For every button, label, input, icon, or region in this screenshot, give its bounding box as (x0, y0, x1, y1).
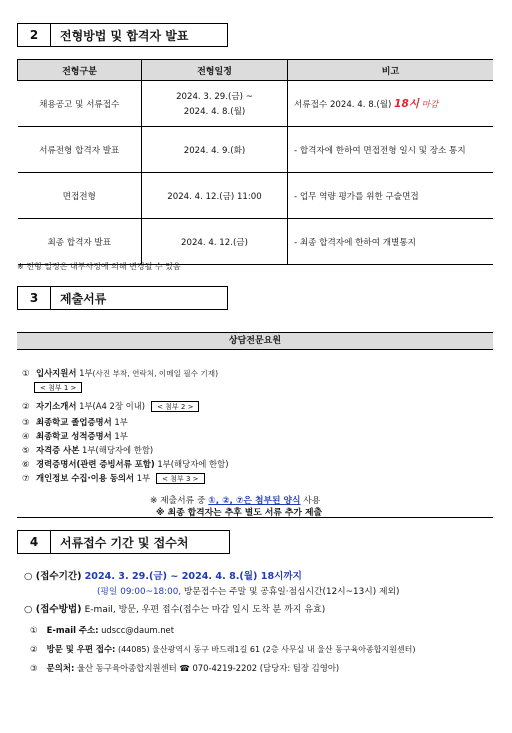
cell-type: 서류전형 합격자 발표 (18, 127, 142, 173)
item-number: ① (30, 625, 38, 635)
cell-date (142, 81, 288, 127)
contact-item (30, 643, 416, 655)
table-header-row (18, 60, 494, 81)
document-item (22, 444, 153, 456)
attachment-row (34, 382, 82, 393)
schedule-table (17, 59, 493, 265)
cell-type: 최종 합격자 발표 (18, 219, 142, 265)
period-sub-line (97, 584, 399, 597)
method-line (24, 601, 325, 615)
doc-name: 경력증명서(관련 증빙서류 포함) (36, 459, 155, 469)
notice-prefix: ※ 제출서류 중 (150, 496, 209, 506)
cell-note: - 최종 합격자에 한하여 개별통지 (288, 219, 494, 265)
contact-item (30, 624, 174, 636)
period-hours: (평일 09:00~18:00, (97, 587, 182, 597)
section-4-header (17, 530, 230, 554)
table-row (18, 173, 494, 219)
cell-note (288, 81, 494, 127)
doc-number: ⑦ (22, 473, 30, 483)
doc-number: ③ (22, 417, 30, 427)
note-highlight: 18시 (394, 98, 419, 110)
note-tail: 마감 (421, 100, 439, 110)
doc-name: 자기소개서 (36, 401, 77, 411)
doc-count: 1부 (114, 431, 128, 441)
period-label: ○ (접수기간) (24, 571, 82, 582)
item-label: 방문 및 우편 접수: (46, 644, 116, 654)
doc-count: 1부(A4 2장 이내) (79, 401, 146, 411)
doc-number: ④ (22, 431, 30, 441)
contact-item (30, 662, 339, 674)
item-value: (44085) 울산광역시 동구 바드래1길 61 (2층 사무실 내 울산 동구육아종합지원센터) (115, 645, 416, 654)
doc-detail: (사진 부착, 연락처, 이메일 필수 기재) (92, 368, 219, 378)
cell-type: 채용공고 및 서류접수 (18, 81, 142, 127)
section-2-header (17, 23, 228, 47)
doc-number: ⑥ (22, 459, 30, 469)
doc-count: 1부 (114, 417, 128, 427)
schedule-footnote: ※ 전형 일정은 내부사정에 의해 변경될 수 있음 (17, 262, 181, 271)
item-number: ② (30, 644, 38, 654)
document-item (22, 472, 205, 484)
doc-name: 최종학교 졸업증명서 (36, 417, 112, 427)
table-row (18, 219, 494, 265)
doc-count: 1부(해당자에 한함) (82, 445, 154, 455)
section-title: 서류접수 기간 및 접수처 (51, 530, 230, 554)
item-value: 울산 동구육아종합지원센터 ☎ 070-4219-2202 (담당자: 팀장 김영아) (74, 663, 340, 673)
cell-date: 2024. 4. 9.(화) (142, 127, 288, 173)
section-3-header (17, 286, 228, 310)
doc-number: ⑤ (22, 445, 30, 455)
document-item (22, 400, 199, 412)
method-label: ○ (접수방법) (24, 604, 82, 615)
section-number: 2 (17, 23, 51, 47)
doc-name: 개인정보 수집·이용 동의서 (36, 473, 135, 483)
document-item (22, 430, 128, 442)
notice-highlight: ①, ②, ⑦은 첨부된 양식 (208, 496, 301, 506)
attachment-tag: < 첨부 3 > (156, 473, 204, 484)
doc-name: 최종학교 성적증명서 (36, 431, 112, 441)
documents-table-header: 상담전문요원 (17, 332, 493, 350)
column-header: 전형구분 (18, 60, 142, 81)
column-header: 비고 (288, 60, 494, 81)
method-value: E-mail, 방문, 우편 접수(접수는 마감 일시 도착 분 까지 유효) (84, 605, 326, 615)
attachment-tag: < 첨부 2 > (151, 401, 199, 412)
item-value: udscc@daum.net (98, 625, 174, 635)
document-item (22, 458, 229, 470)
column-header: 전형일정 (142, 60, 288, 81)
item-number: ③ (30, 663, 38, 673)
period-exclusion: 방문접수는 주말 및 공휴일·점심시간(12시~13시) 제외) (181, 587, 400, 597)
document-item (22, 367, 218, 379)
cell-note: - 합격자에 한하여 면접전형 일시 및 장소 통지 (288, 127, 494, 173)
note-text: 서류접수 2024. 4. 8.(월) (294, 100, 392, 110)
item-label: E-mail 주소: (46, 625, 99, 635)
cell-type: 면접전형 (18, 173, 142, 219)
doc-number: ① (22, 368, 30, 378)
date-line: 2024. 4. 8.(월) (183, 107, 246, 117)
date-line: 2024. 3. 29.(금) ~ (176, 92, 253, 102)
section-number: 4 (17, 530, 51, 554)
doc-number: ② (22, 401, 30, 411)
attachment-tag: < 첨부 1 > (34, 382, 82, 393)
cell-date: 2024. 4. 12.(금) 11:00 (142, 173, 288, 219)
doc-count: 1부 (79, 368, 93, 378)
section-number: 3 (17, 286, 51, 310)
table-row (18, 81, 494, 127)
cell-date: 2024. 4. 12.(금) (142, 219, 288, 265)
item-label: 문의처: (46, 663, 75, 673)
doc-name: 입사지원서 (36, 368, 77, 378)
document-item (22, 416, 128, 428)
table-row (18, 127, 494, 173)
doc-count: 1부(해당자에 한함) (157, 459, 229, 469)
section-title: 제출서류 (51, 286, 228, 310)
cell-note: - 업무 역량 평가를 위한 구술면접 (288, 173, 494, 219)
notice-suffix: 사용 (300, 496, 321, 506)
period-value: 2024. 3. 29.(금) ~ 2024. 4. 8.(월) 18시까지 (84, 571, 302, 582)
section-title: 전형방법 및 합격자 발표 (51, 23, 228, 47)
additional-submission-notice: ※ 최종 합격자는 추후 별도 서류 추가 제출 (156, 508, 322, 518)
doc-count: 1부 (136, 473, 151, 483)
period-line (24, 568, 302, 582)
doc-name: 자격증 사본 (36, 445, 80, 455)
